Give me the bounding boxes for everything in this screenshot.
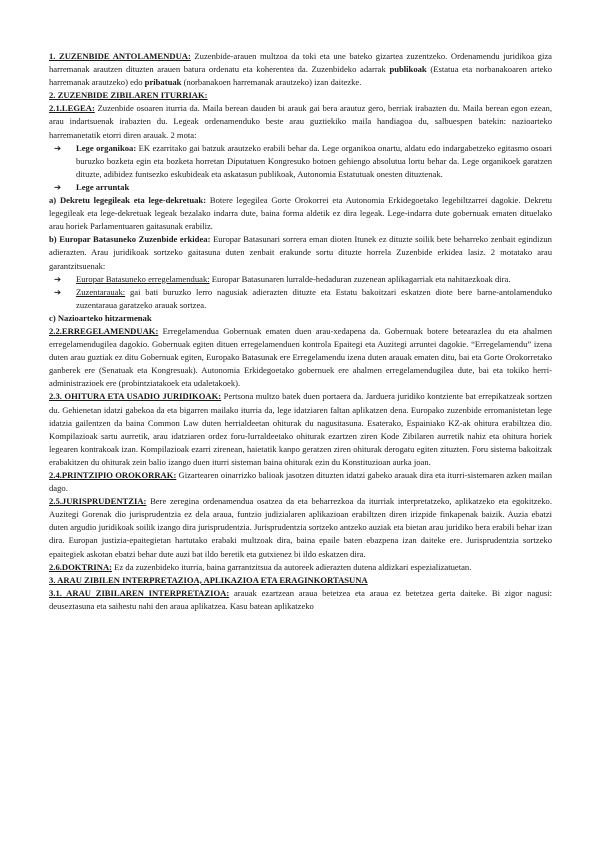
section-3-heading: 3. ARAU ZIBILEN INTERPRETAZIOA, APLIKAZIOA ETA ERAGINKORTASUNA [49, 574, 368, 585]
section-2-heading: 2. ZUZENBIDE ZIBILAREN ITURRIAK: [49, 90, 208, 101]
item-a-dekretu: a) Dekretu legegileak eta lege-dekretuak: Botere legegilea Gorte Orokorrei eta Autonomia Erkidegoetako legebiltzarrei dagokie. Dekretu legegileak eta lege-dekretuak legeak bezalako indarra dute, baina forma aldetik ez dira legeak. Lege-indarra dute gobernuak ematen dituelako arau horiek Parlamentuaren gaitasunak erabiliz. [49, 195, 552, 232]
section-2-4-heading: 2.4.PRINTZIPIO OROKORRAK: [49, 470, 177, 480]
section-2-1: 2.1.LEGEA: Zuzenbide osoaren iturria da. Maila berean dauden bi arauk gai bera arautuz gero, berriak irabazten du. Maila berean egon ezean, arau indartsuenak irabazten du. Legeak ordenamenduko beste arau guztiekiko maila handiagoa du, salbuespen batekin: nazioarteko harremanetatik etorri diren arauak. 2 mota: [49, 103, 552, 140]
item-b-europar: b) Europar Batasuneko Zuzenbide erkidea: Europar Batasunari sorrera eman dioten Itunek ez dituzte soilik bete beharreko zenbait egindizun adierazten. Arau juridikoak sortzeko gaitasuna duten zenbait erakunde sortu dituzte horrela Zuzenbide erkidea lasiz. 2 motatako arau garantzitsuenak: [49, 234, 552, 271]
bullet-lege-arruntak: ➔ Lege arruntak [49, 181, 552, 194]
section-2-6: 2.6.DOKTRINA: Ez da zuzenbideko iturria, baina garrantzitsua da autoreek adierazten dutena aldizkari espezializatuetan. [49, 561, 472, 572]
arrow-right-icon: ➔ [54, 181, 62, 192]
section-2-3-heading: 2.3. OHITURA ETA USADIO JURIDIKOAK: [49, 391, 222, 402]
section-2-2: 2.2.ERREGELAMENDUAK: Erregelamendua Gobernuak ematen duen arau-xedapena da. Gobernuak botere betearazlea du eta ahalmen erregelamendugilea dagokio. Gobernuak egiten dituen erregelamenduen kontrola Epaitegi eta Auzitegi arruntei dagokie. “Erregelamendu” izena duten arau guztiak ez ditu Gobernuak egiten, Europako Batasunak ere Erregelamendu izena duten arauak ematen ditu, bai eta Gorte Orokorretako ganberek ere (Senatuak eta Kongresuak). Autonomia Erkidegoetako gobernuek ere ahalmen erregelamendugilea dute, bai eta tokiko herri-administrazioek ere (probintziatakoek eta udaletakoek). [49, 325, 552, 389]
bullet-erregelamenduak-eb: ➔ Europar Batasuneko erregelamenduak: Europar Batasunaren lurralde-hedaduran zuzenean aplikagarriak eta nahitaezkoak dira. [49, 273, 552, 286]
section-2-4: 2.4.PRINTZIPIO OROKORRAK: Gizartearen oinarrizko balioak jasotzen dituzten idatzi gabeko arauak dira eta iturri-sistemaren azken mailan dago. [49, 470, 552, 494]
section-2-2-heading: 2.2.ERREGELAMENDUAK: [49, 325, 159, 336]
arrow-right-icon: ➔ [54, 273, 62, 284]
item-c-nazioarteko: c) Nazioarteko hitzarmenak [49, 312, 152, 323]
bullet-lege-organikoa: ➔ Lege organikoa: EK ezarritako gai batzuk arautzeko erabili behar da. Lege organikoa onartu, aldatu edo indargabetzeko egitasmo osoari buruzko bozketa egin eta bozketa horretan Diputatuen Kongresuko botoen gehiengo absolutua lortu behar da. Lege organikoek garatzen dituzte, adibidez funtsezko eskubideak eta askatasun publikoak, Autonomia Estatutuak onesten dituztenak. [54, 142, 552, 179]
section-2-5-heading: 2.5.JURISPRUDENTZIA: [49, 496, 147, 507]
arrow-right-icon: ➔ [54, 142, 62, 153]
section-3-1-heading: 3.1. ARAU ZIBILAREN INTERPRETAZIOA: [49, 587, 230, 598]
section-3-1: 3.1. ARAU ZIBILAREN INTERPRETAZIOA: arauak ezartzean araua betetzea eta araua ez betetzea gerta daiteke. Bi zigor nagusi: deuseztasuna eta saihestu nahi den araua aplikatzea. Kasu batean aplikatzeko [49, 587, 552, 611]
section-2-5: 2.5.JURISPRUDENTZIA: Bere zeregina ordenamendua osatzea da eta beharrezkoa da iturriak interpretatzeko, aplikatzeko eta egokitzeko. Auzitegi Gorenak dio jurisprudentzia ez dela araua, funtzio judizialaren aplikazioan erabiltzen diren irizpide finkapenak baizik. Auzia ebatzi duten argudio juridikoak soilik izango dira jurisprudentzia. Jurisprudentzia sortzeko antzeko auziak eta bietan arau juridiko bera erabili behar izan dira. Europan justizia-epaitegietan hartutako erabaki multzoak dira, baina epaile baten ebazpena izan daiteke ere. Jurisprudentzia sortzeko epaitegiek askotan ebatzi behar dute auzi bat ildo beretik eta gutxienez bi ildo eskatzen dira. [49, 496, 552, 559]
section-2-6-heading: 2.6.DOKTRINA: [49, 561, 113, 572]
section-1-heading: 1. ZUZENBIDE ANTOLAMENDUA: [49, 51, 191, 61]
section-2-3: 2.3. OHITURA ETA USADIO JURIDIKOAK: Pertsona multzo batek duen portaera da. Jarduera juridiko kontziente bat errepikatzeak sortzen du. Gehienetan idatzi gabekoa da eta bigarren mailako iturria da, lege idatziaren faltan aplikatzen dena. Europako zuzenbide erromanistetan lege idatzia gailentzen da baina Common Law duten herrialdeetan ohiturak du nagusitasuna. Esaterako, Espainiako KZ-ak ohitura erabiltzea dio. Kompilazioak sartu aurretik, arau idatziaren ordez foru-lurraldeetako ohiturak ezartzen ziren Kode Zibilaren aurretik nahiz eta ohitura horiek legearen kontrakoak izan. Kompilazioak ezarri zirenean, haietatik kanpo geratzen ziren ohiturak derogatu egiten zituzten. Foru sistema bakoitzak erabakitzen du ohiturak zein balio izango duen iturri sisteman baina ohiturak ezin du Konstituzioan aurka joan. [49, 391, 552, 467]
section-2-1-heading: 2.1.LEGEA: [49, 103, 95, 114]
section-1: 1. ZUZENBIDE ANTOLAMENDUA: Zuzenbide-arauen multzoa da toki eta une bateko gizartea zuzentzeko. Ordenamendu juridikoa giza harremanak arautzen dituzten arauen batura ordenatu eta koherentea da. Zuzenbideko adarrak publikoak (Estatua eta norbanakoaren arteko harremanak arautzeko) edo pribatuak (norbanakoen harremanak arautzeko) izan daitezke. [49, 51, 553, 88]
arrow-right-icon: ➔ [54, 286, 62, 297]
bullet-zuzentarauak: ➔ Zuzentarauak: gai bati buruzko lerro nagusiak adierazten dituzte eta Estatu bakoitzari eskatzen diote bere barne-antolamenduko zuzentaraua garatzeko arauak sortzea. [54, 286, 552, 310]
